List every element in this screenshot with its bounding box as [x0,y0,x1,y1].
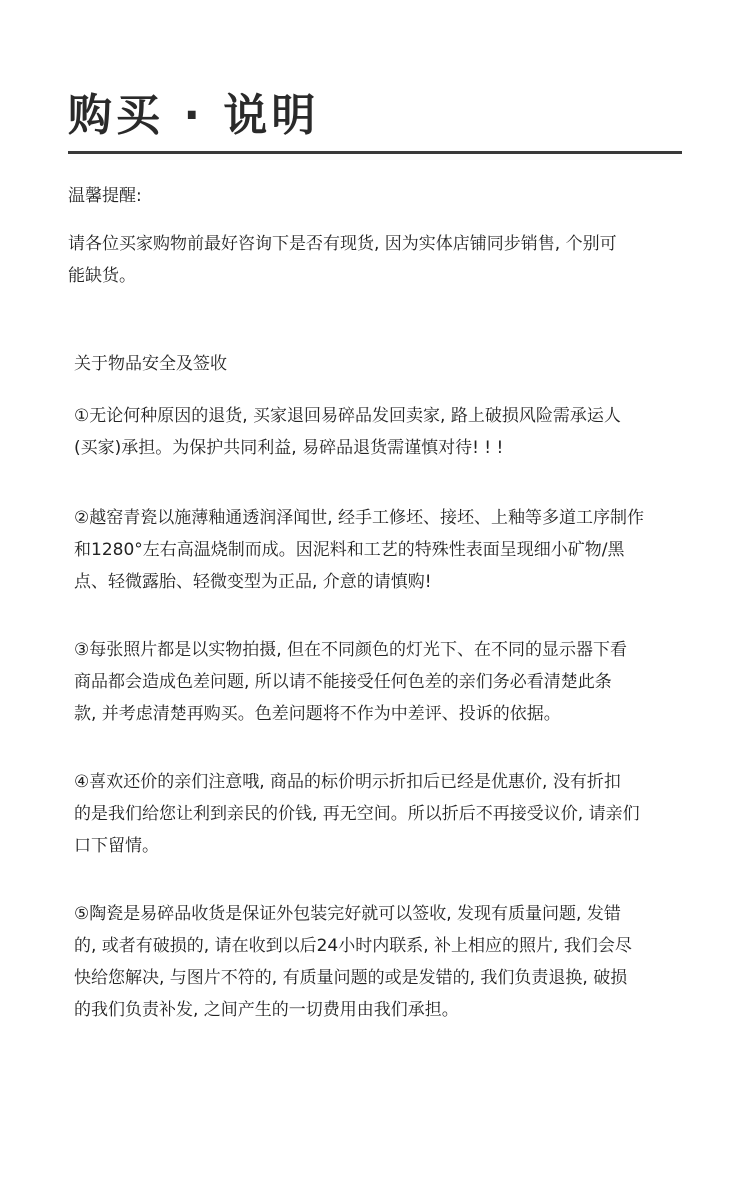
policy-item-3: ③每张照片都是以实物拍摄, 但在不同颜色的灯光下、在不同的显示器下看 商品都会造成色差问题, 所以请不能接受任何色差的亲们务必看清楚此条 款, 并考虑清楚再购买。色差问题将不作为中差评、投诉的依据。 [74,640,628,724]
safety-heading: 关于物品安全及签收 [74,354,227,374]
policy-item-4: ④喜欢还价的亲们注意哦, 商品的标价明示折扣后已经是优惠价, 没有折扣 的是我们给您让利到亲民的价钱, 再无空间。所以折后不再接受议价, 请亲们 口下留情。 [74,772,640,856]
reminder-body: 请各位买家购物前最好咨询下是否有现货, 因为实体店铺同步销售, 个别可 能缺货。 [68,234,617,286]
policy-item-5: ⑤陶瓷是易碎品收货是保证外包装完好就可以签收, 发现有质量问题, 发错 的, 或者有破损的, 请在收到以后24小时内联系, 补上相应的照片, 我们会尽 快给您解决, 与图片不符的, 有质量问题的或是发错的, 我们负责退换, 破损 的我们负责补发, 之间产生的一切费用由我们承担。 [74,904,632,1020]
title-divider [68,151,682,154]
page-title: 购买 · 说明 [68,90,320,141]
reminder-heading: 温馨提醒: [68,186,142,206]
policy-item-2: ②越窑青瓷以施薄釉通透润泽闻世, 经手工修坯、接坯、上釉等多道工序制作 和1280°左右高温烧制而成。因泥料和工艺的特殊性表面呈现细小矿物/黑 点、轻微露胎、轻微变型为正品, 介意的请慎购! [74,508,645,592]
policy-item-1: ①无论何种原因的退货, 买家退回易碎品发回卖家, 路上破损风险需承运人 (买家)承担。为保护共同利益, 易碎品退货需谨慎对待! ! ! [74,406,621,458]
